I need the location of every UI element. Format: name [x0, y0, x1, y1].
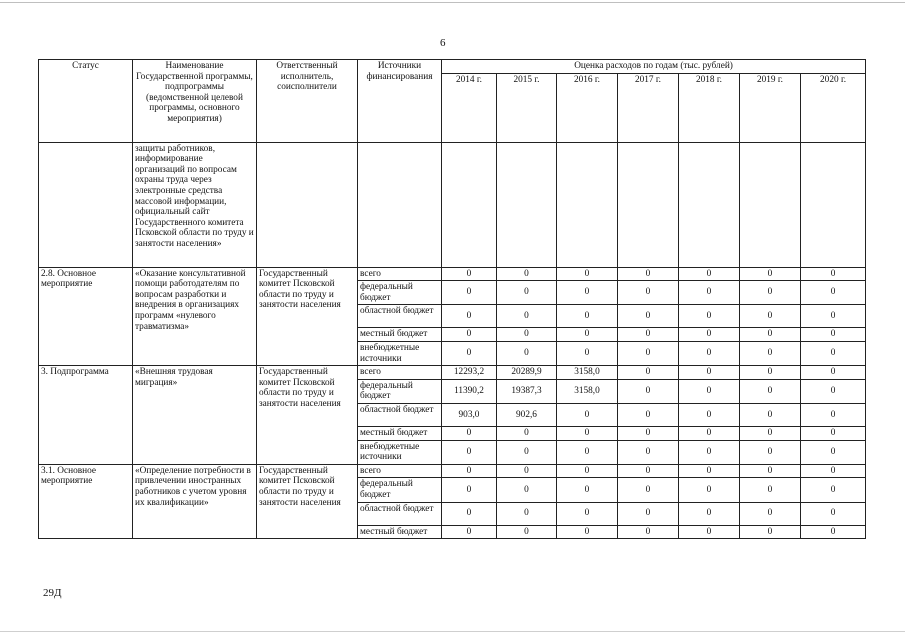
amount-cell: 0: [557, 267, 618, 281]
funding-source: областной бюджет: [358, 502, 442, 525]
amount-cell: 0: [740, 440, 801, 464]
amount-cell: 0: [557, 440, 618, 464]
funding-source: всего: [358, 366, 442, 380]
amount-cell: 0: [442, 478, 497, 502]
funding-source: местный бюджет: [358, 525, 442, 539]
scan-edge-top: [0, 2, 905, 3]
amount-cell: 0: [497, 502, 557, 525]
amount-cell: 0: [442, 426, 497, 440]
funding-source: федеральный бюджет: [358, 281, 442, 305]
amount-cell: 0: [740, 502, 801, 525]
amount-cell: 0: [557, 502, 618, 525]
amount-cell: 0: [801, 426, 866, 440]
amount-cell: 0: [442, 502, 497, 525]
amount-cell: 0: [801, 379, 866, 403]
amount-cell: 0: [618, 403, 679, 426]
amount-cell: 0: [557, 281, 618, 305]
amount-cell: 0: [801, 464, 866, 478]
header-year: 2019 г.: [740, 73, 801, 142]
amount-cell: 0: [557, 525, 618, 539]
amount-cell: 0: [618, 267, 679, 281]
header-responsible: Ответственный исполнитель, соисполнители: [257, 60, 358, 143]
funding-source: всего: [358, 464, 442, 478]
amount-cell: 0: [679, 341, 740, 365]
amount-cell: 0: [618, 525, 679, 539]
amount-cell: 902,6: [497, 403, 557, 426]
amount-cell: 0: [497, 281, 557, 305]
amount-cell: 0: [801, 341, 866, 365]
amount-cell: 0: [679, 403, 740, 426]
page-number: 6: [440, 37, 446, 49]
amount-cell: 0: [497, 341, 557, 365]
amount-cell: 0: [618, 281, 679, 305]
amount-cell: 0: [497, 305, 557, 328]
amount-cell: 0: [740, 305, 801, 328]
amount-cell: 0: [740, 341, 801, 365]
block-responsible: Государственный комитет Псковской области по труду и занятости населения: [257, 267, 358, 366]
table-body: [39, 60, 866, 539]
amount-cell: 0: [442, 440, 497, 464]
amount-cell: 11390,2: [442, 379, 497, 403]
amount-cell: 0: [442, 305, 497, 328]
block-status: 3.1. Основное мероприятие: [39, 464, 133, 538]
amount-cell: 0: [618, 341, 679, 365]
amount-cell: 0: [497, 440, 557, 464]
amount-cell: 0: [740, 525, 801, 539]
expense-table: [38, 59, 866, 539]
continuation-status: [39, 142, 133, 267]
amount-cell: 0: [442, 341, 497, 365]
amount-cell: 0: [618, 502, 679, 525]
amount-cell: 0: [740, 328, 801, 342]
amount-cell: 0: [618, 478, 679, 502]
funding-source: местный бюджет: [358, 328, 442, 342]
amount-cell: 0: [497, 426, 557, 440]
table-row: [39, 267, 866, 281]
amount-cell: 0: [679, 328, 740, 342]
amount-cell: 0: [740, 478, 801, 502]
header-name: Наименование Государственной программы, подпрограммы (ведомственной целевой программы, основного мероприятия): [133, 60, 257, 143]
amount-cell: 0: [679, 464, 740, 478]
amount-cell: 0: [679, 379, 740, 403]
funding-source: федеральный бюджет: [358, 379, 442, 403]
amount-cell: 0: [557, 464, 618, 478]
continuation-row: [39, 142, 866, 267]
amount-cell: 0: [801, 267, 866, 281]
amount-cell: 0: [801, 525, 866, 539]
amount-cell: 0: [442, 464, 497, 478]
amount-cell: 20289,9: [497, 366, 557, 380]
amount-cell: 0: [618, 379, 679, 403]
funding-source: местный бюджет: [358, 426, 442, 440]
amount-cell: 3158,0: [557, 379, 618, 403]
scan-edge-bottom: [0, 631, 905, 632]
amount-cell: 0: [679, 440, 740, 464]
amount-cell: 0: [801, 478, 866, 502]
amount-cell: 0: [679, 478, 740, 502]
amount-cell: 0: [618, 366, 679, 380]
continuation-text: защиты работников, информирование организаций по вопросам охраны труда через электронные средства массовой информации, официальный сайт Государственного комитета Псковской области по труду и занятости населения»: [133, 142, 257, 267]
amount-cell: 0: [557, 328, 618, 342]
funding-source: областной бюджет: [358, 403, 442, 426]
amount-cell: 0: [801, 403, 866, 426]
amount-cell: 0: [679, 366, 740, 380]
amount-cell: 0: [679, 267, 740, 281]
amount-cell: 0: [740, 403, 801, 426]
amount-cell: 0: [740, 379, 801, 403]
funding-source: всего: [358, 267, 442, 281]
amount-cell: 0: [557, 341, 618, 365]
header-year: 2015 г.: [497, 73, 557, 142]
amount-cell: 19387,3: [497, 379, 557, 403]
amount-cell: 0: [557, 426, 618, 440]
amount-cell: 0: [557, 305, 618, 328]
funding-source: внебюджетные источники: [358, 341, 442, 365]
block-status: 2.8. Основное мероприятие: [39, 267, 133, 366]
header-status: Статус: [39, 60, 133, 143]
amount-cell: 0: [618, 440, 679, 464]
table-row: [39, 464, 866, 478]
table-row: [39, 366, 866, 380]
amount-cell: 0: [618, 464, 679, 478]
amount-cell: 0: [497, 267, 557, 281]
amount-cell: 0: [740, 426, 801, 440]
amount-cell: 0: [801, 440, 866, 464]
header-year: 2017 г.: [618, 73, 679, 142]
amount-cell: 0: [557, 478, 618, 502]
footer-code: 29Д: [43, 587, 62, 599]
amount-cell: 0: [801, 281, 866, 305]
amount-cell: 0: [679, 281, 740, 305]
amount-cell: 903,0: [442, 403, 497, 426]
block-status: 3. Подпрограмма: [39, 366, 133, 465]
amount-cell: 0: [618, 426, 679, 440]
funding-source: внебюджетные источники: [358, 440, 442, 464]
amount-cell: 0: [679, 525, 740, 539]
amount-cell: 0: [801, 366, 866, 380]
amount-cell: 0: [618, 305, 679, 328]
amount-cell: 0: [801, 502, 866, 525]
header-row: [39, 60, 866, 74]
amount-cell: 0: [801, 328, 866, 342]
amount-cell: 0: [497, 464, 557, 478]
header-sources: Источники финансирования: [358, 60, 442, 143]
block-name: «Оказание консультативной помощи работодателям по вопросам разработки и внедрения в организациях программ «нулевого травматизма»: [133, 267, 257, 366]
block-name: «Определение потребности в привлечении иностранных работников с учетом уровня их квалификации»: [133, 464, 257, 538]
amount-cell: 3158,0: [557, 366, 618, 380]
amount-cell: 0: [497, 525, 557, 539]
amount-cell: 0: [442, 281, 497, 305]
amount-cell: 0: [740, 281, 801, 305]
header-year: 2018 г.: [679, 73, 740, 142]
funding-source: федеральный бюджет: [358, 478, 442, 502]
amount-cell: 12293,2: [442, 366, 497, 380]
amount-cell: 0: [497, 478, 557, 502]
header-estimate: Оценка расходов по годам (тыс. рублей): [442, 60, 866, 74]
amount-cell: 0: [740, 366, 801, 380]
funding-source: областной бюджет: [358, 305, 442, 328]
amount-cell: 0: [801, 305, 866, 328]
header-year: 2020 г.: [801, 73, 866, 142]
amount-cell: 0: [679, 502, 740, 525]
amount-cell: 0: [679, 305, 740, 328]
amount-cell: 0: [740, 267, 801, 281]
amount-cell: 0: [618, 328, 679, 342]
header-year: 2016 г.: [557, 73, 618, 142]
amount-cell: 0: [442, 525, 497, 539]
block-name: «Внешняя трудовая миграция»: [133, 366, 257, 465]
amount-cell: 0: [740, 464, 801, 478]
amount-cell: 0: [442, 328, 497, 342]
header-year: 2014 г.: [442, 73, 497, 142]
block-responsible: Государственный комитет Псковской области по труду и занятости населения: [257, 366, 358, 465]
amount-cell: 0: [557, 403, 618, 426]
block-responsible: Государственный комитет Псковской области по труду и занятости населения: [257, 464, 358, 538]
amount-cell: 0: [442, 267, 497, 281]
amount-cell: 0: [497, 328, 557, 342]
amount-cell: 0: [679, 426, 740, 440]
